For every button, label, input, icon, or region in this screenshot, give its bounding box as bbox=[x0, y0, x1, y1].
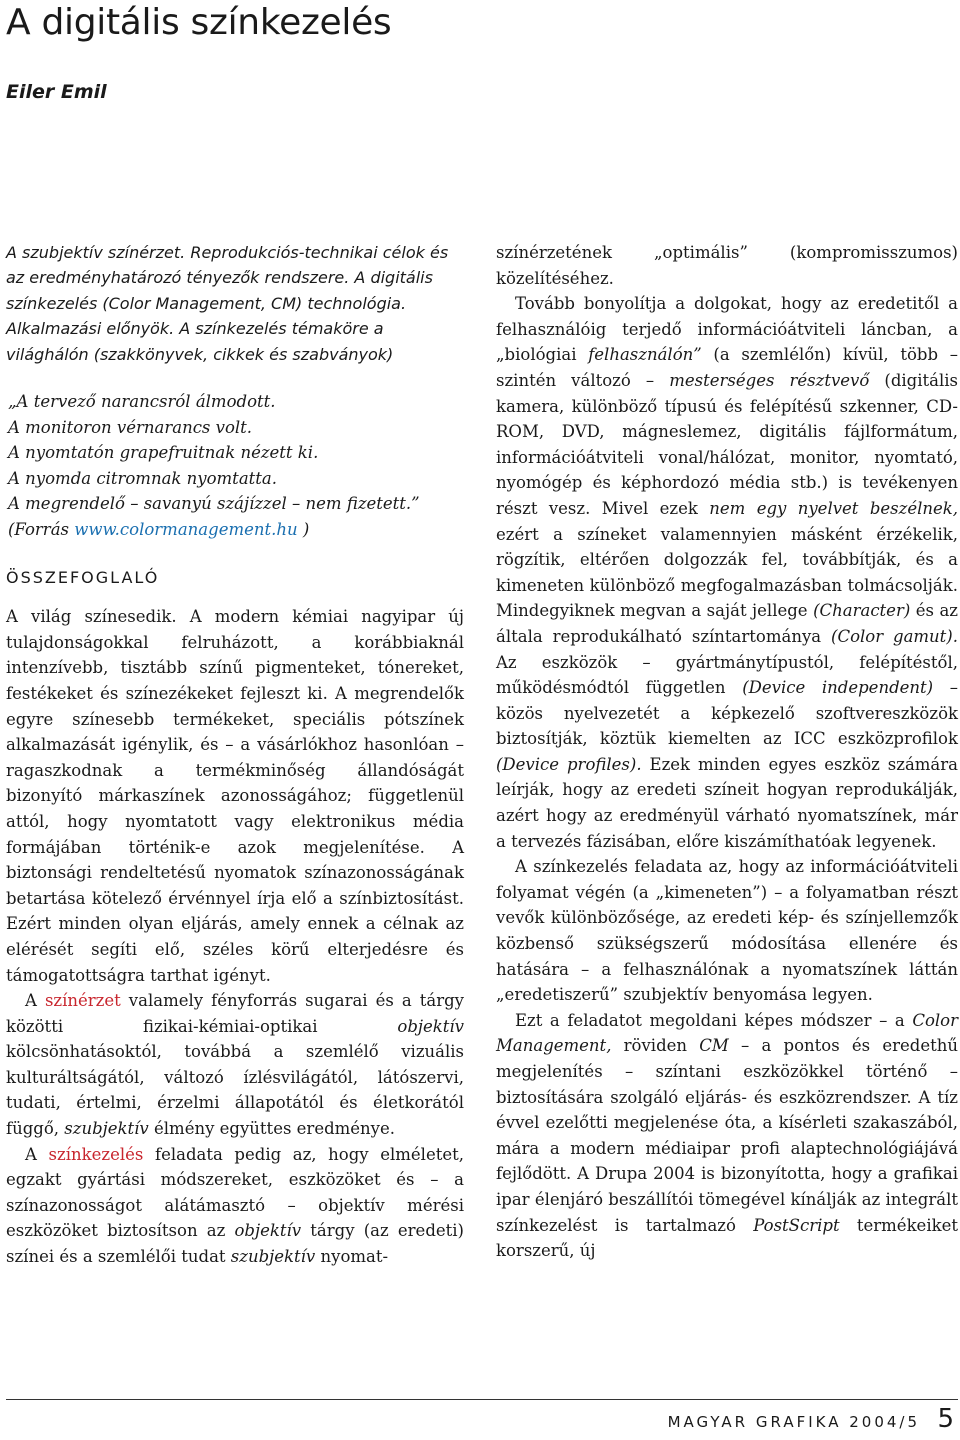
emphasis: mesterséges résztvevő bbox=[669, 370, 870, 390]
highlight-term-szinkezeles: színkezelés bbox=[48, 1144, 144, 1164]
left-column bbox=[6, 240, 464, 1270]
summary-paragraph-2 bbox=[6, 988, 464, 1142]
quote-line: „A tervező narancsról álmodott. bbox=[8, 392, 276, 412]
text-run: Ezek minden egyes eszköz számára leírják, hogy az eredeti színeit hogyan reprodukálják, azért hogy az eredményül várható nyomatszínek, már a tervezés fázisában, előre kiszámíthatóak legyenek. bbox=[496, 754, 958, 851]
text-run: (digitális kamera, különböző típusú és felépítésű szkenner, CD-ROM, DVD, mágneslemez, digitális fájlformátum, információátviteli vonal/hálózat, monitor, nyomtató, nyomógép és képhordozó média stb.) is tevékenyen részt vesz. Mivel ezek bbox=[496, 370, 958, 518]
article-author: Eiler Emil bbox=[6, 81, 107, 103]
text-run: ezért a színeket valamennyien másként érzékelik, rögzítik, eltérően dolgozzák fel, továbbítják, és a kimeneten különböző megfogalmazásban tolmácsolják. Mindegyiknek megvan a saját jellege bbox=[496, 524, 958, 621]
text-run: röviden bbox=[611, 1036, 700, 1056]
quote-source bbox=[8, 517, 464, 543]
text-run: Ezt a feladatot megoldani képes módszer – a bbox=[515, 1010, 913, 1030]
right-paragraph-2 bbox=[496, 291, 958, 854]
quote-source-prefix: (Forrás bbox=[8, 520, 75, 539]
highlight-term-szinerzet: színérzet bbox=[44, 991, 121, 1011]
text-run: nyomat- bbox=[315, 1247, 389, 1267]
text-run: kölcsönhatásoktól, továbbá a szemlélő vizuális kulturáltságától, változó ízlésvilágától, látószervi, tudati, értelmi, érzelmi állapotától és életkorától függő, bbox=[6, 1042, 464, 1139]
summary-paragraph-1: A világ színesedik. A modern kémiai nagyipar új tulajdonságokkal felruházott, a korábbiaknál intenzívebb, tisztább színű pigmenteket, tónereket, festékeket és színezékeket fejleszt ki. A megrendelők egyre színesebb termékeket, speciális pótszínek alkalmazását igénylik, és – a vásárlókhoz hasonlóan – ragaszkodnak a termékminőség állandóságát bizonyító márkaszínek azonosságához; függetlenül attól, hogy nyomtatott vagy elektronikus média formájában történik-e azok megjelenítése. A biztonsági rendeltetésű nyomatok színazonosságának betartása kötelező érvénnyel írja elő a színbiztosítást. Ezért minden olyan eljárás, amely ennek a célnak az elérését segíti elő, széles körű elterjedésre és támogatottságra tarthat igényt. bbox=[6, 607, 464, 985]
footer-divider bbox=[6, 1399, 958, 1400]
summary-paragraph-3 bbox=[6, 1142, 464, 1270]
quote-source-suffix: ) bbox=[297, 520, 310, 539]
emphasis-objektiv: objektív bbox=[234, 1221, 302, 1241]
text-run: valamely fényforrás sugarai és a tárgy közötti fizikai-kémiai-optikai bbox=[6, 991, 464, 1036]
summary-heading: ÖSSZEFOGLALÓ bbox=[6, 567, 160, 587]
epigraph-quote bbox=[6, 389, 464, 543]
emphasis: (Device independent) bbox=[742, 678, 934, 698]
emphasis: PostScript bbox=[753, 1215, 840, 1235]
right-paragraph-4 bbox=[496, 1008, 958, 1264]
text-run: – közös nyelvezetét a képkezelő szoftvereszközök biztosítják, köztük kiemelten az ICC eszközprofilok bbox=[496, 678, 958, 749]
text-run: (a szemlélőn) kívül, több – szintén változó – bbox=[496, 345, 959, 390]
text-run: Tovább bonyolítja a dolgokat, hogy az eredetitől a felhasználóig terjedő információátviteli láncban, a „biológiai bbox=[496, 294, 958, 365]
emphasis: (Character) bbox=[813, 601, 911, 621]
text-run: A bbox=[25, 1144, 49, 1164]
emphasis: (Color gamut). bbox=[831, 626, 958, 646]
right-paragraph-3: A színkezelés feladata az, hogy az információátviteli folyamat végén (a „kimeneten”) – a folyamatban részt vevők különbözősége, az eredeti kép- és színjellemzők közbenső szükségszerű módosítása ellenére és hatására – a felhasználónak a nyomatszínek láttán „eredetiszerű” szubjektív benyomása legyen. bbox=[496, 857, 958, 1005]
page-number: 5 bbox=[937, 1404, 954, 1434]
quote-line: A megrendelő – savanyú szájízzel – nem fizetett.” bbox=[8, 494, 420, 514]
text-run: – a pontos és eredethű megjelenítés – színtani eszközökkel történő – biztosítására szolgáló eljárás- és eszközrendszer. A tíz évvel ezelőtti megjelenése óta, a kísérleti szakaszából, mára a modern médiaipar profi alaptechnológiájává fejlődött. A Drupa 2004 is bizonyította, hogy a grafikai ipar élenjáró beszállítói tömegével kínálják az integrált színkezelést is tartalmazó bbox=[496, 1036, 959, 1235]
emphasis: felhasználón” bbox=[588, 345, 702, 365]
emphasis: Color Management, bbox=[496, 1010, 958, 1056]
text-run: élmény együttes eredménye. bbox=[148, 1119, 396, 1139]
text-run: tárgy (az eredeti) színei és a szemlélői tudat bbox=[6, 1221, 464, 1267]
emphasis-szubjektiv: szubjektív bbox=[64, 1119, 149, 1139]
quote-line: A nyomda citromnak nyomtatta. bbox=[8, 468, 277, 488]
article-title: A digitális színkezelés bbox=[6, 2, 392, 43]
emphasis: nem egy nyelvet beszélnek, bbox=[709, 498, 958, 518]
lead-paragraph: A szubjektív színérzet. Reprodukciós-technikai célok és az eredményhatározó tényezők rendszere. A digitális színkezelés (Color Management, CM) technológia. Alkalmazási előnyök. A színkezelés témaköre a világhálón (szakkönyvek, cikkek és szabványok) bbox=[6, 243, 449, 364]
text-run: Az eszközök – gyártmánytípustól, felépítéstől, működésmódtól független bbox=[496, 652, 958, 698]
text-run: feladata pedig az, hogy elméletet, egzakt gyártási módszereket, eszközöket és – a színazonosságot alátámasztó – objektív mérési eszközöket biztosítson az bbox=[6, 1144, 464, 1241]
right-paragraph-1: színérzetének „optimális” (kompromisszumos) közelítéséhez. bbox=[496, 243, 958, 288]
source-link[interactable]: www.colormanagement.hu bbox=[74, 520, 298, 539]
right-column bbox=[496, 240, 958, 1264]
text-run: termékeiket korszerű, új bbox=[496, 1215, 958, 1261]
quote-line: A monitoron vérnarancs volt. bbox=[8, 417, 253, 437]
publication-name: MAGYAR GRAFIKA 2004/5 bbox=[667, 1413, 920, 1431]
text-run: és az általa reprodukálható színtartománya bbox=[496, 601, 958, 646]
emphasis: CM bbox=[699, 1036, 729, 1056]
text-run: A bbox=[25, 991, 45, 1011]
emphasis-objektiv: objektív bbox=[397, 1016, 464, 1036]
emphasis-szubjektiv: szubjektív bbox=[230, 1247, 316, 1267]
emphasis: (Device profiles). bbox=[496, 754, 642, 774]
quote-line: A nyomtatón grapefruitnak nézett ki. bbox=[8, 443, 319, 463]
